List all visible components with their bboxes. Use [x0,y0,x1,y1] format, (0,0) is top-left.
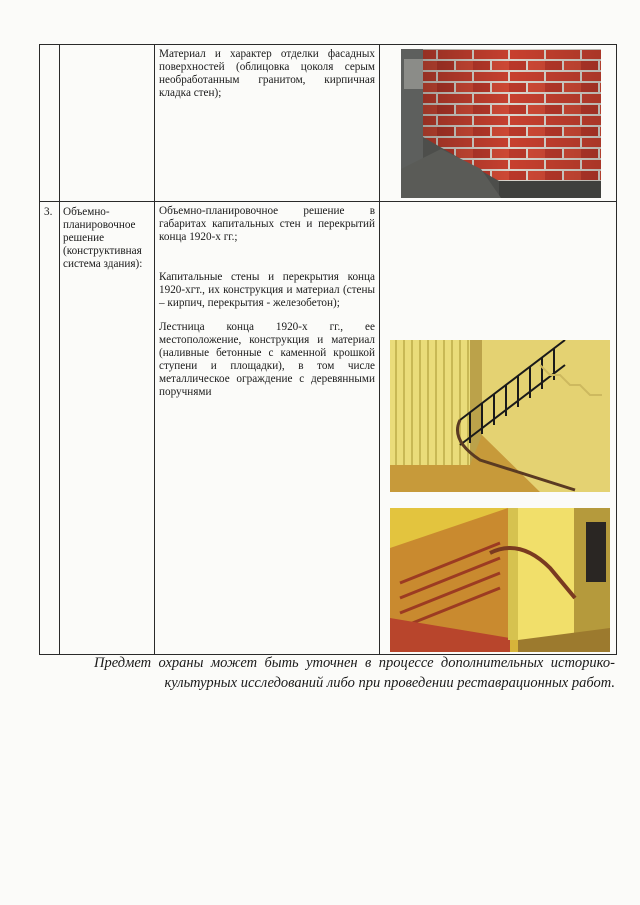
protection-subject-note: Предмет охраны может быть уточнен в процессе дополнительных историко-культурных исследований либо при проведении реставрационных работ. [94,655,615,691]
protection-subject-table [39,44,617,655]
row-description-cell [155,202,380,655]
table-row [40,202,617,655]
row-name-cell [60,45,155,202]
staircase-handrail-photo [390,508,610,652]
row-number-cell: 3. [40,202,60,655]
brick-wall-photo [401,49,601,198]
description-paragraph: Объемно-планировочное решение в габаритах капитальных стен и перекрытий конца 1920-х гг.; [159,205,375,243]
row-description-cell [155,45,380,202]
description-paragraph: Лестница конца 1920-х гг., ее местоположение, конструкция и материал (наливные бетонные с каменной крошкой ступени и площадки), в том числе металлическое ограждение с деревянными поручнями [159,321,375,398]
description-paragraph: Материал и характер отделки фасадных поверхностей (облицовка цоколя серым необработанным гранитом, кирпичная кладка стен); [159,48,375,99]
row-photo-cell [380,45,617,202]
description-paragraph: Капитальные стены и перекрытия конца 1920-хгт., их конструкция и материал (стены – кирпич, перекрытия - железобетон); [159,271,375,309]
staircase-railing-photo [390,340,610,492]
row-name-cell: Объемно-планировочное решение (конструктивная система здания): [60,202,155,655]
row-number-cell [40,45,60,202]
row-photo-cell [380,202,617,655]
table-row [40,45,617,202]
